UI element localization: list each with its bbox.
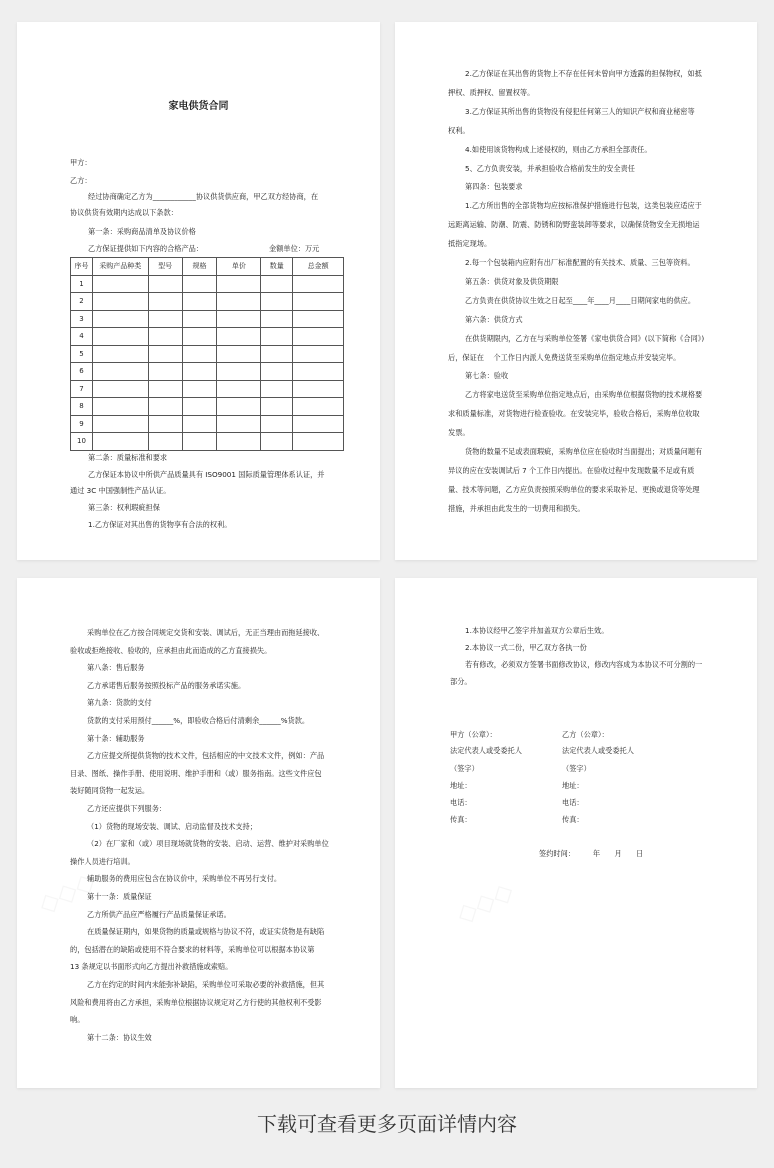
table-row (71, 433, 344, 451)
column-header: 型号 (148, 258, 182, 276)
row-number-cell: 10 (71, 433, 93, 451)
text-line: 2.本协议一式二份，甲乙双方各执一份 (465, 643, 587, 652)
row-number-cell: 9 (71, 415, 93, 433)
table-cell (217, 363, 261, 381)
text-line: 第九条：货款的支付 (87, 698, 152, 708)
text-line: 第七条：验收 (465, 371, 509, 381)
table-cell (182, 328, 217, 346)
table-cell (293, 328, 344, 346)
text-line: 第五条：供货对象及供货期限 (465, 276, 559, 286)
table-header-row (71, 258, 344, 276)
row-number-cell: 5 (71, 345, 93, 363)
text-line: 13 条规定以书面形式向乙方提出补救措施或索赔。 (70, 962, 233, 972)
text-line: 乙方： (70, 176, 92, 185)
table-cell (293, 380, 344, 398)
party-a-seal: 甲方（公章）： (450, 730, 497, 739)
table-cell (217, 433, 261, 451)
text-line: 经过协商确定乙方为____________协议供货供应商，甲乙双方经协商，在 (88, 192, 319, 201)
table-cell (293, 310, 344, 328)
text-line: 第十二条：协议生效 (87, 1032, 152, 1042)
table-cell (293, 345, 344, 363)
table-cell (261, 293, 293, 311)
text-line: 1.乙方所出售的全部货物均应按标准保护措施进行包装，这类包装应适应于 (465, 201, 702, 211)
column-header: 序号 (71, 258, 93, 276)
table-row (71, 380, 344, 398)
table-cell (148, 415, 182, 433)
table-cell (148, 398, 182, 416)
table-cell (261, 328, 293, 346)
table-cell (217, 293, 261, 311)
text-line: 量、技术等问题，乙方应负责按照采购单位的要求采取补足、更换或退货等处理 (448, 484, 700, 494)
clause-heading: 第一条：采购商品清单及协议价格 (88, 227, 196, 236)
clause-heading: 第二条：质量标准和要求 (88, 453, 168, 462)
table-cell (261, 363, 293, 381)
text-line: 协议供货有效期内达成以下条款： (70, 208, 178, 217)
table-row (71, 275, 344, 293)
table-cell (217, 398, 261, 416)
text-line: 3.乙方保证其所出售的货物没有侵犯任何第三人的知识产权和商业秘密等 (465, 106, 695, 116)
table-cell (148, 345, 182, 363)
table-row (71, 310, 344, 328)
table-cell (148, 310, 182, 328)
text-line: 2.乙方保证在其出售的货物上不存在任何未曾向甲方透露的担保物权，如抵 (465, 69, 702, 78)
text-line: 第六条：供货方式 (465, 314, 523, 324)
text-line: 货款的支付采用预付______%，即验收合格后付清剩余______%货款。 (87, 716, 310, 725)
text-line: 甲方： (70, 158, 92, 167)
text-line: 验收或拒绝接收、验收的，应承担由此而造成的乙方直接损失。 (70, 645, 272, 655)
party-a-address: 地址： (450, 781, 472, 790)
text-line: 发票。 (448, 428, 470, 438)
party-a-phone: 电话： (450, 798, 472, 807)
goods-table (70, 257, 344, 451)
row-number-cell: 8 (71, 398, 93, 416)
text-line: 抵指定现场。 (448, 239, 492, 249)
table-cell (217, 345, 261, 363)
table-cell (182, 345, 217, 363)
table-cell (261, 275, 293, 293)
text-line: 措施，并承担由此发生的一切费用和损失。 (448, 503, 585, 513)
table-cell (92, 328, 148, 346)
table-cell (217, 310, 261, 328)
text-line: 乙方保证本协议中所供产品质量具有 ISO9001 国际质量管理体系认证，并 (88, 470, 325, 479)
text-line: 乙方应提交所提供货物的技术文件，包括相应的中文技术文件，例如：产品 (87, 751, 325, 761)
table-cell (293, 275, 344, 293)
column-header: 总金额 (293, 258, 344, 276)
table-cell (92, 363, 148, 381)
table-cell (182, 293, 217, 311)
watermark (451, 876, 518, 931)
table-row (71, 415, 344, 433)
party-b-address: 地址： (562, 781, 584, 790)
party-b-seal: 乙方（公章）： (562, 730, 609, 739)
sign-time: 签约时间： 年 月 日 (539, 849, 644, 858)
text-line: 押权、质押权、留置权等。 (448, 87, 535, 97)
table-cell (217, 415, 261, 433)
text-line: 远距离运输、防潮、防震、防锈和防野蛮装卸等要求，以确保货物安全无损地运 (448, 220, 700, 230)
text-line: 乙方在约定的时间内未能弥补缺陷，采购单位可采取必要的补救措施，但其 (87, 980, 325, 989)
text-line: 第十一条：质量保证 (87, 892, 152, 901)
text-line: 采购单位在乙方按合同规定交货和安装、调试后，无正当理由而拖延接收、 (87, 628, 325, 637)
text-line: 若有修改，必须双方签署书面修改协议，修改内容成为本协议不可分割的一 (465, 660, 703, 669)
table-cell (148, 380, 182, 398)
text-line: 乙方将家电送货至采购单位指定地点后，由采购单位根据货物的技术规格要 (465, 390, 703, 400)
column-header: 单价 (217, 258, 261, 276)
text-line: 风险和费用将由乙方承担，采购单位根据协议规定对乙方行使的其他权利不受影 (70, 997, 322, 1007)
table-cell (92, 310, 148, 328)
text-line: 装好随同货物一起发运。 (70, 786, 150, 796)
table-cell (261, 310, 293, 328)
party-b-rep: 法定代表人或受委托人 (562, 746, 634, 755)
table-cell (92, 380, 148, 398)
text-line: 权利。 (448, 125, 470, 135)
text-line: 乙方还应提供下列服务： (87, 804, 167, 813)
table-row (71, 293, 344, 311)
table-cell (182, 363, 217, 381)
download-hint: 下载可查看更多页面详情内容 (257, 1112, 517, 1136)
table-cell (182, 275, 217, 293)
text-line: 的，包括潜在的缺陷或使用不符合要求的材料等，采购单位可以根据本协议第 (70, 944, 315, 954)
row-number-cell: 7 (71, 380, 93, 398)
table-cell (293, 363, 344, 381)
column-header: 规格 (182, 258, 217, 276)
table-cell (92, 345, 148, 363)
text-line: 5、乙方负责安装，并承担验收合格前发生的安全责任 (465, 163, 635, 173)
table-cell (92, 433, 148, 451)
party-a-sign: （签字） (450, 764, 479, 773)
text-line: 辅助服务的费用应包含在协议价中，采购单位不再另行支付。 (87, 874, 282, 884)
table-cell (293, 415, 344, 433)
table-cell (148, 275, 182, 293)
table-cell (261, 415, 293, 433)
text-line: 乙方负责在供货协议生效之日起至____年____月____日期间家电的供应。 (465, 295, 696, 305)
text-line: 1.本协议经甲乙签字并加盖双方公章后生效。 (465, 626, 609, 635)
table-cell (182, 380, 217, 398)
text-line: 1.乙方保证对其出售的货物享有合法的权利。 (88, 520, 232, 529)
text-line: 乙方承诺售后服务按照投标产品的服务承诺实施。 (87, 680, 246, 690)
table-cell (148, 293, 182, 311)
party-a-fax: 传真： (450, 815, 472, 824)
row-number-cell: 4 (71, 328, 93, 346)
table-row (71, 345, 344, 363)
table-cell (261, 380, 293, 398)
table-cell (148, 328, 182, 346)
text-line: 在供货期限内，乙方在与采购单位签署《家电供货合同》(以下简称《合同》) (465, 333, 705, 343)
table-cell (92, 293, 148, 311)
table-cell (148, 363, 182, 381)
table-cell (182, 310, 217, 328)
column-header: 采购产品种类 (92, 258, 148, 276)
contract-page-2 (395, 22, 757, 560)
row-number-cell: 3 (71, 310, 93, 328)
amount-unit: 金额单位：万元 (269, 244, 320, 253)
row-number-cell: 6 (71, 363, 93, 381)
text-line: 乙方所供产品应严格履行产品质量保证承诺。 (87, 909, 231, 919)
table-cell (182, 398, 217, 416)
text-line: （1）货物的现场安装、调试、启动监督及技术支持； (87, 821, 257, 831)
text-line: 求和质量标准，对货物进行检查验收。在安装完毕，验收合格后，采购单位收取 (448, 409, 700, 419)
table-row (71, 398, 344, 416)
clause-heading: 第三条：权利瑕疵担保 (88, 503, 160, 512)
contract-page-4 (395, 578, 757, 1088)
table-cell (217, 275, 261, 293)
table-cell (261, 345, 293, 363)
text-line: 4.如使用该货物构成上述侵权的，则由乙方承担全部责任。 (465, 144, 652, 154)
text-line: 响。 (70, 1015, 85, 1025)
row-number-cell: 2 (71, 293, 93, 311)
party-a-rep: 法定代表人或受委托人 (450, 746, 522, 755)
text-line: 乙方保证提供如下内容的合格产品： (88, 244, 204, 253)
text-line: 第十条：辅助服务 (87, 733, 145, 743)
text-line: 货物的数量不足或表面瑕疵，采购单位应在验收时当面提出；对质量问题有 (465, 447, 703, 456)
text-line: （2）在厂家和（或）项目现场就货物的安装、启动、运营、维护对采购单位 (87, 839, 329, 849)
table-cell (293, 293, 344, 311)
text-line: 通过 3C 中国强制性产品认证。 (70, 486, 171, 495)
text-line: 在质量保证期内，如果货物的质量或规格与协议不符，或证实货物是有缺陷 (87, 927, 325, 937)
table-cell (293, 433, 344, 451)
party-b-fax: 传真： (562, 815, 584, 824)
text-line: 第八条：售后服务 (87, 663, 145, 673)
table-cell (261, 398, 293, 416)
table-cell (293, 398, 344, 416)
table-cell (217, 328, 261, 346)
table-row (71, 363, 344, 381)
row-number-cell: 1 (71, 275, 93, 293)
contract-page-3 (17, 578, 380, 1088)
text-line: 异议的应在安装调试后 7 个工作日内提出。在验收过程中发现数量不足或有质 (448, 465, 695, 475)
table-cell (217, 380, 261, 398)
table-cell (92, 275, 148, 293)
party-b-phone: 电话： (562, 798, 584, 807)
text-line: 第四条：包装要求 (465, 182, 523, 192)
text-line: 操作人员进行培训。 (70, 856, 135, 866)
text-line: 后，保证在 个工作日内派人免费送货至采购单位指定地点并安装完毕。 (448, 352, 681, 362)
table-cell (182, 415, 217, 433)
text-line: 部分。 (450, 677, 472, 686)
table-cell (261, 433, 293, 451)
table-cell (92, 415, 148, 433)
table-cell (92, 398, 148, 416)
table-row (71, 328, 344, 346)
contract-title: 家电供货合同 (168, 101, 229, 112)
table-cell (182, 433, 217, 451)
contract-page-1 (17, 22, 380, 560)
column-header: 数量 (261, 258, 293, 276)
party-b-sign: （签字） (562, 764, 591, 773)
text-line: 目录、图纸、操作手册、使用说明、维护手册和（或）服务指南。这些文件应包 (70, 768, 322, 778)
text-line: 2.每一个包装箱内应附有出厂标准配置的有关技术、质量、三包等资料。 (465, 258, 695, 267)
table-cell (148, 433, 182, 451)
